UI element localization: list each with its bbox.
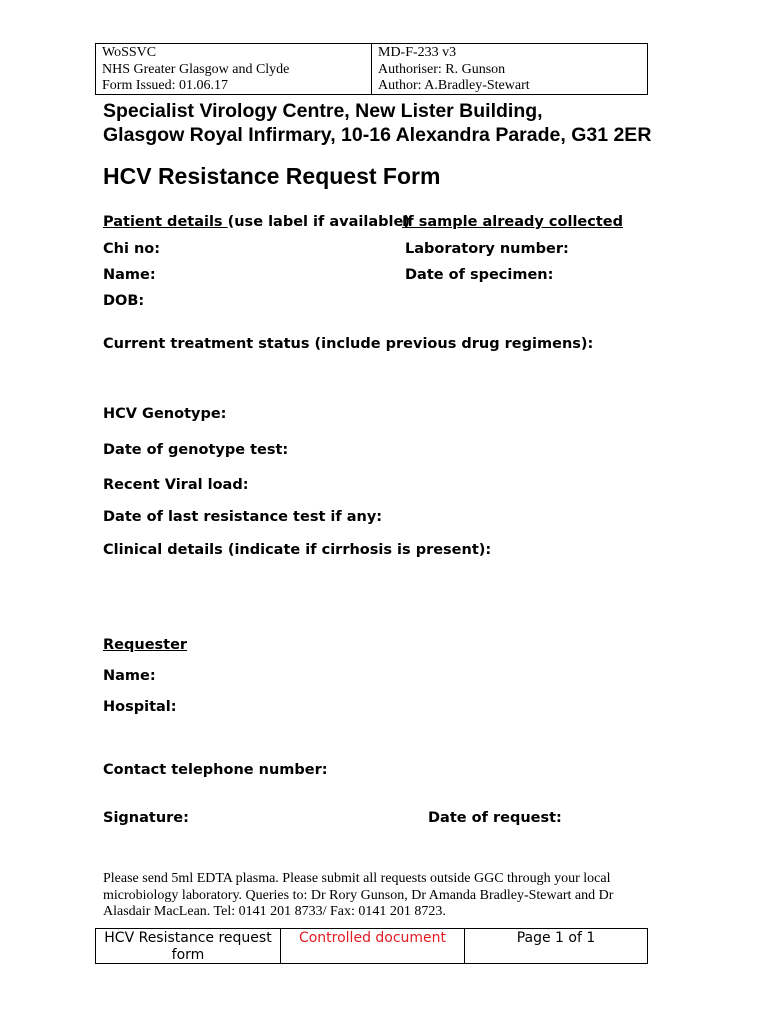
lab-number-label: Laboratory number:: [405, 241, 569, 257]
signature-label: Signature:: [103, 810, 189, 826]
form-title: HCV Resistance Request Form: [103, 163, 441, 189]
sample-collected-heading: If sample already collected: [402, 214, 623, 230]
org-name: WoSSVC: [102, 45, 157, 60]
request-date-label: Date of request:: [428, 810, 562, 826]
doc-code: MD-F-233 v3: [378, 45, 457, 60]
resistance-test-date-label: Date of last resistance test if any:: [103, 509, 383, 525]
authoriser: Authoriser: R. Gunson: [378, 61, 506, 77]
nhs-board: NHS Greater Glasgow and Clyde: [102, 61, 290, 77]
dob-label: DOB:: [103, 293, 145, 309]
patient-details-note: (use label if available): [227, 214, 410, 230]
address-block: [103, 99, 743, 147]
patient-name-label: Name:: [103, 267, 156, 283]
address-line-1: Specialist Virology Centre, New Lister Building,: [103, 100, 543, 122]
requester-heading: Requester: [103, 637, 188, 653]
form-issued: Form Issued: 01.06.17: [102, 78, 228, 93]
header-left-cell: [96, 44, 372, 94]
address-line-2: Glasgow Royal Infirmary, 10-16 Alexandra Parade, G31 2ER: [103, 124, 652, 146]
footer-doc-name: HCV Resistance request form: [96, 929, 281, 963]
author: Author: A.Bradley-Stewart: [378, 78, 530, 93]
footer-table: [95, 928, 648, 964]
telephone-label: Contact telephone number:: [103, 762, 328, 778]
submission-note: Please send 5ml EDTA plasma. Please submit all requests outside GGC through your local microbiology laboratory. Queries to: Dr Rory Gunson, Dr Amanda Bradley-Stewart and Dr Alasdair MacLean. Tel: 0141 201 8733/ Fax: 0141 201 8723.: [103, 871, 614, 919]
hospital-label: Hospital:: [103, 699, 177, 715]
patient-details-heading: [103, 214, 410, 230]
genotype-label: HCV Genotype:: [103, 406, 227, 422]
header-right-cell: [372, 44, 647, 94]
patient-details-title: Patient details: [103, 214, 228, 230]
clinical-details-label: Clinical details (indicate if cirrhosis is present):: [103, 542, 492, 558]
genotype-date-label: Date of genotype test:: [103, 442, 289, 458]
footer-page-number: Page 1 of 1: [516, 930, 596, 946]
viral-load-label: Recent Viral load:: [103, 477, 249, 493]
footer-controlled-document: Controlled document: [281, 929, 465, 963]
specimen-date-label: Date of specimen:: [405, 267, 554, 283]
header-table: [95, 43, 648, 95]
chi-label: Chi no:: [103, 241, 161, 257]
treatment-status-label: Current treatment status (include previous drug regimens):: [103, 336, 594, 352]
requester-name-label: Name:: [103, 668, 156, 684]
